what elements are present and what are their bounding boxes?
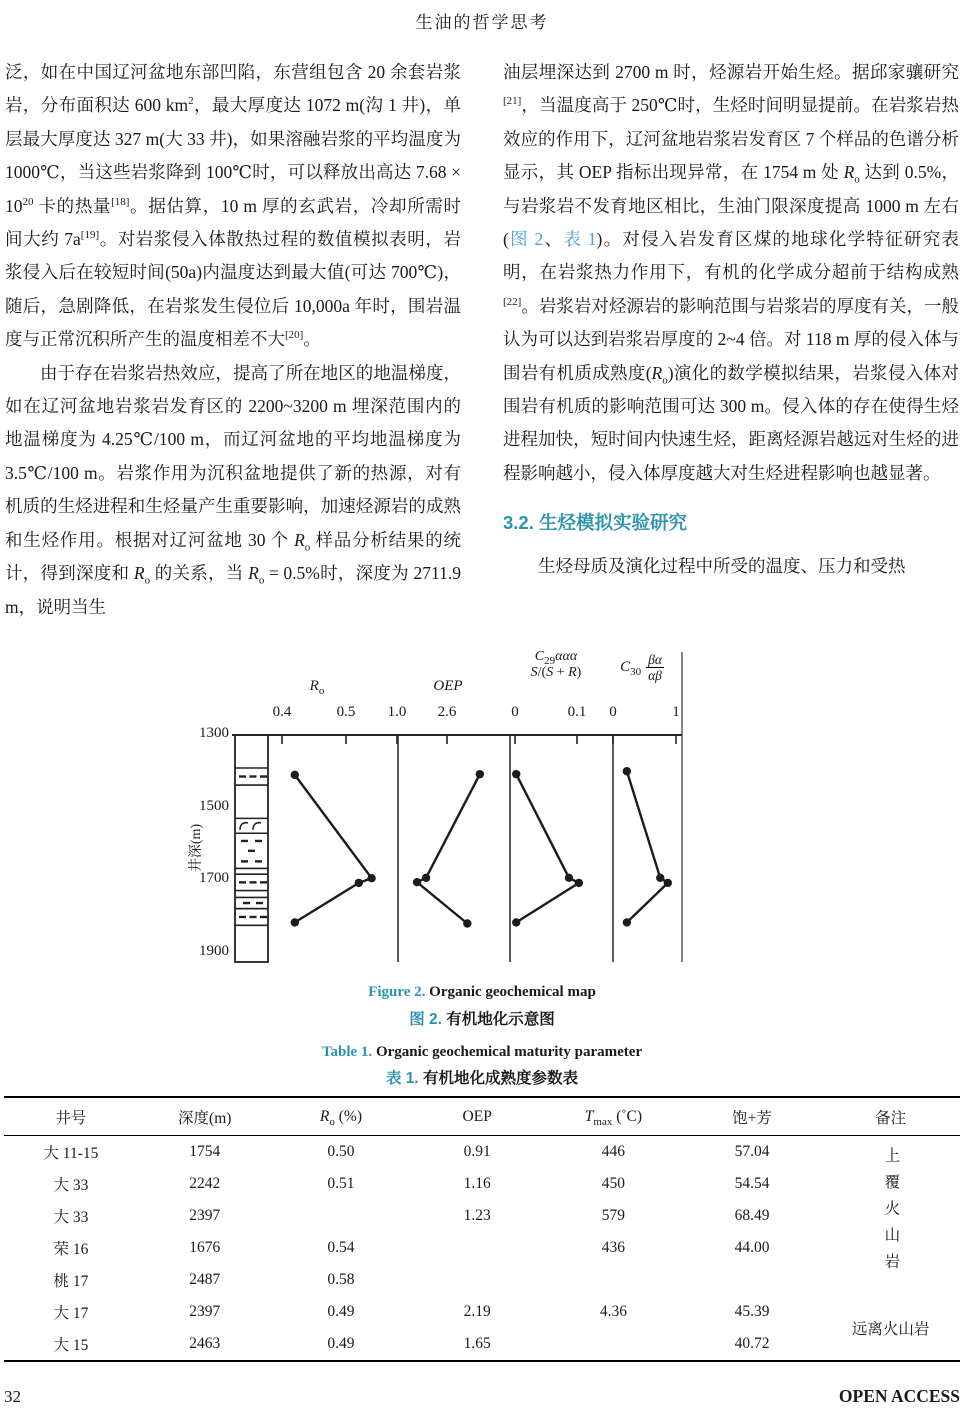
depth-tick-label: 1300	[199, 725, 229, 741]
cell-tmax: 4.36	[599, 1303, 627, 1320]
table-header-row	[4, 1097, 960, 1136]
cell-depth: 2463	[189, 1335, 221, 1352]
table-row	[4, 1232, 960, 1264]
table1-link[interactable]: 表 1	[563, 229, 597, 250]
col-header-well: 井号	[55, 1109, 87, 1127]
cell-ro: 0.58	[327, 1271, 355, 1288]
cell-oep	[410, 1232, 544, 1264]
cell-oep: 0.91	[463, 1143, 491, 1160]
cell-tmax: 579	[601, 1207, 626, 1224]
table-row	[4, 1296, 960, 1328]
cell-depth: 2397	[189, 1303, 221, 1320]
axis-tick-label: 0	[511, 704, 519, 720]
col-header-remark: 备注	[875, 1109, 907, 1127]
cell-ro	[272, 1200, 411, 1232]
maturity-parameter-table	[4, 1096, 960, 1362]
cell-depth: 2397	[189, 1207, 221, 1224]
table-row	[4, 1200, 960, 1232]
paragraph: 油层埋深达到 2700 m 时，烃源岩开始生烃。据邱家骧研究[21]，当温度高于 250℃时，生烃时间明显提前。在岩浆岩热效应的作用下，辽河盆地岩浆岩发育区 7 个样品的色谱分析显示，其 OEP 指标出现异常，在 1754 m 处 $R_o$ 达到 0.5%，与岩浆岩不发育地区相比，生油门限深度提高 1000 m 左右(图 2、表 1)。对侵入岩发育区煤的地球化学特征研究表明，在岩浆热力作用下，有机的化学成分超前于结构成熟[22]。岩浆岩对烃源岩的影响范围与岩浆岩的厚度有关，一般认为可以达到岩浆岩厚度的 2~4 倍。对 118 m 厚的侵入体与围岩有机质成熟度$(R_o)$演化的数学模拟结果，岩浆侵入体对围岩有机质的影响范围可达 300 m。侵入体的存在使得生烃进程加快，短时间内快速生烃，距离烃源岩越远对生烃的进程影响越小，侵入体厚度越大对生烃进程影响也越显著。	[503, 62, 960, 483]
cell-ro: 0.54	[327, 1239, 355, 1256]
figure2-link[interactable]: 图 2	[508, 229, 544, 250]
c30-fraction: $\frac{\beta\alpha}{\alpha\beta}$	[648, 652, 662, 683]
cell-oep	[410, 1264, 544, 1296]
cell-well: 荣 16	[53, 1241, 89, 1258]
cell-ro: 0.50	[327, 1143, 355, 1160]
axis-tick-label: 2.6	[437, 704, 457, 720]
cell-depth: 1754	[189, 1143, 221, 1160]
depth-tick-label: 1900	[199, 942, 229, 959]
open-access-label: OPEN ACCESS	[838, 1386, 960, 1406]
depth-tick-label: 1700	[199, 870, 229, 886]
col-header-satarom: 饱+芳	[732, 1109, 772, 1127]
axis-tick-label: 0.5	[336, 704, 356, 720]
axis-tick-label: 0.4	[272, 704, 292, 720]
cell-well: 大 33	[53, 1209, 89, 1226]
cell-satarom: 57.04	[734, 1143, 770, 1160]
cell-well: 桃 17	[53, 1273, 89, 1290]
table-row	[4, 1328, 960, 1361]
paragraph: 由于存在岩浆岩热效应，提高了所在地区的地温梯度，如在辽河盆地岩浆岩发育区的 2200~3200 m 埋深范围内的地温梯度为 4.25℃/100 m，而辽河盆地的平均地温梯度为 3.5℃/100 m。岩浆作用为沉积盆地提供了新的热源，对有机质的生烃进程和生烃量产生重要影响，加速烃源岩的成熟和生烃作用。根据对辽河盆地 30 个 $R_o$ 样品分析结果的统计，得到深度和 $R_o$ 的关系，当 $R_o = 0.5\%$时，深度为 2711.9 m，说明当生	[5, 362, 462, 617]
table1-caption-zh: 表 1. 有机地化成熟度参数表	[385, 1070, 579, 1087]
cell-tmax: 446	[601, 1143, 626, 1160]
cell-well: 大 33	[53, 1177, 89, 1194]
ro-column-label: $R_o$	[309, 678, 325, 697]
figure2-chart	[183, 648, 703, 984]
axis-tick-label: 1	[672, 704, 680, 720]
figure2-caption-en: Figure 2. Organic geochemical map	[368, 984, 596, 1000]
figure-overlay	[183, 648, 703, 984]
paper-title: 生油的哲学思考	[415, 13, 549, 32]
axis-tick-label: 0.1	[567, 704, 587, 720]
cell-well: 大 11-15	[43, 1145, 99, 1162]
cell-ro: 0.49	[327, 1335, 355, 1352]
table-row	[4, 1168, 960, 1200]
col-header-ro: $R_o$ (%)	[319, 1107, 362, 1128]
cell-oep: 2.19	[463, 1303, 491, 1320]
c30-column-label: $C_{30}$ $\frac{\beta\alpha}{\alpha\beta}$	[620, 652, 662, 683]
cell-oep: 1.16	[463, 1175, 491, 1192]
cell-depth: 2242	[189, 1175, 221, 1192]
figure2-caption-zh: 图 2. 有机地化示意图	[409, 1011, 555, 1028]
cell-tmax	[544, 1264, 683, 1296]
depth-axis-label: 井深(m)	[189, 823, 204, 873]
section-heading: 3.2. 生烃模拟实验研究	[503, 512, 687, 534]
left-text-column	[5, 56, 461, 624]
col-header-tmax: $T_{max}$ (˚C)	[584, 1107, 643, 1128]
cell-tmax: 450	[601, 1175, 626, 1192]
cell-satarom: 40.72	[734, 1335, 770, 1352]
table1-caption-en: Table 1. Organic geochemical maturity parameter	[321, 1044, 643, 1060]
cell-well: 大 17	[53, 1305, 89, 1322]
axis-tick-label: 0	[609, 704, 617, 720]
table-row	[4, 1136, 960, 1169]
cell-oep: 1.65	[463, 1335, 491, 1352]
cell-satarom: 45.39	[734, 1303, 770, 1320]
cell-satarom: 68.49	[734, 1207, 770, 1224]
cell-remark-overlying: 上覆火山岩	[882, 1147, 900, 1280]
c29-column-label: $C_{29}\alpha\alpha\alpha$ S/(S + R)	[530, 649, 582, 680]
cell-satarom: 54.54	[734, 1175, 770, 1192]
cell-oep: 1.23	[463, 1207, 491, 1224]
cell-tmax: 436	[601, 1239, 626, 1256]
cell-satarom: 44.00	[734, 1239, 770, 1256]
cell-ro: 0.49	[327, 1303, 355, 1320]
oep-column-label: OEP	[433, 678, 463, 694]
cell-satarom	[683, 1264, 822, 1296]
cell-depth: 1676	[189, 1239, 221, 1256]
cell-remark-far: 远离火山岩	[851, 1321, 930, 1338]
page-number: 32	[4, 1387, 21, 1406]
axis-tick-label: 1.0	[387, 704, 407, 720]
cell-tmax	[544, 1328, 683, 1361]
col-header-oep: OEP	[462, 1107, 492, 1125]
cell-well: 大 15	[53, 1337, 89, 1354]
table-row	[4, 1264, 960, 1296]
paragraph: 泛，如在中国辽河盆地东部凹陷，东营组包含 20 余套岩浆岩，分布面积达 600 $km^2$，最大厚度达 1072 m(沟 1 井)，单层最大厚度达 327 m(大 33 井)，如果溶融岩浆的平均温度为 1000℃，当这些岩浆降到 100℃时，可以释放出高达 $7.68 \times 10^{20}$ 卡的热量[18]。据估算，10 m 厚的玄武岩，冷却所需时间大约 7a[19]。对岩浆侵入体散热过程的数值模拟表明，岩浆侵入后在较短时间(50a)内温度达到最大值(可达 700℃)，随后，急剧降低，在岩浆发生侵位后 10,000a 年时，围岩温度与正常沉积所产生的温度相差不大[20]。	[5, 62, 461, 350]
depth-tick-label: 1500	[199, 797, 229, 814]
col-header-depth: 深度(m)	[178, 1109, 232, 1127]
cell-depth: 2487	[189, 1271, 221, 1288]
cell-ro: 0.51	[327, 1175, 355, 1192]
paragraph: 生烃母质及演化过程中所受的温度、压力和受热	[538, 555, 906, 576]
right-text-column	[503, 56, 959, 583]
